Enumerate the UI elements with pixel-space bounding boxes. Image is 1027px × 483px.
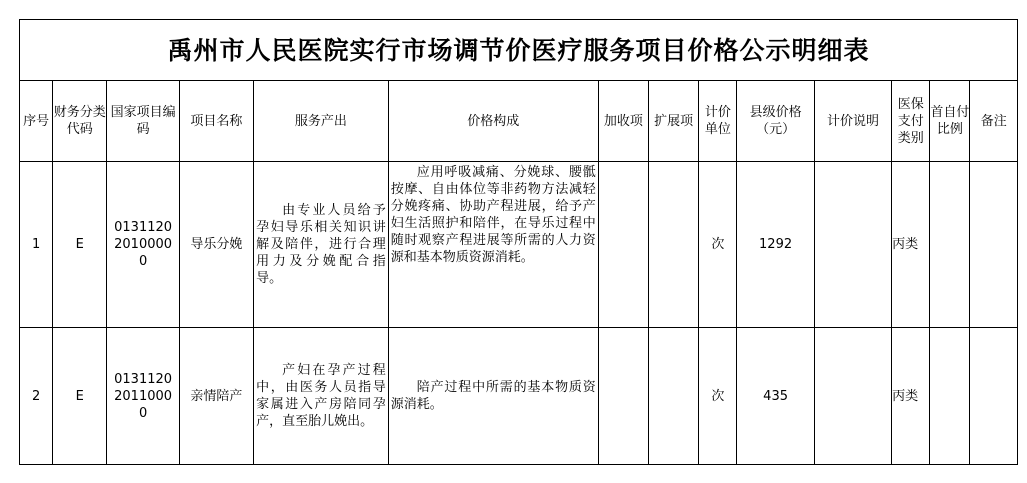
- header-fin-code: 财务分类代码: [53, 81, 107, 162]
- cell-surcharge: [598, 162, 648, 328]
- table-title: 禹州市人民医院实行市场调节价医疗服务项目价格公示明细表: [20, 20, 1018, 81]
- header-surcharge: 加收项: [598, 81, 648, 162]
- cell-remark: [970, 162, 1018, 328]
- table-row: [20, 162, 1018, 328]
- table-row: [20, 328, 1018, 465]
- cell-self-pay-ratio: [930, 162, 970, 328]
- cell-surcharge: [598, 328, 648, 465]
- header-row: [20, 81, 1018, 162]
- cell-unit: 次: [699, 162, 737, 328]
- cell-national-code: 013112020110000: [107, 328, 179, 465]
- cell-fin-code: E: [53, 328, 107, 465]
- header-price-note: 计价说明: [814, 81, 891, 162]
- cell-price: 1292: [737, 162, 814, 328]
- header-self-pay-ratio: 首自付比例: [930, 81, 970, 162]
- header-price-composition: 价格构成: [388, 81, 598, 162]
- cell-remark: [970, 328, 1018, 465]
- cell-item-name: 亲情陪产: [179, 328, 253, 465]
- cell-service-output: 产妇在孕产过程中，由医务人员指导家属进入产房陪同孕产，直至胎儿娩出。: [254, 328, 389, 465]
- cell-seq: 2: [20, 328, 53, 465]
- header-unit: 计价单位: [699, 81, 737, 162]
- header-extension: 扩展项: [649, 81, 699, 162]
- cell-price-composition: 应用呼吸减痛、分娩球、腰骶按摩、自由体位等非药物方法减轻分娩疼痛、协助产程进展，给予产妇生活照护和陪伴，在导乐过程中随时观察产程进展等所需的人力资源和基本物质资源消耗。: [388, 162, 598, 328]
- cell-price-note: [814, 162, 891, 328]
- cell-insurance-class: 丙类: [892, 328, 930, 465]
- cell-price-note: [814, 328, 891, 465]
- cell-price: 435: [737, 328, 814, 465]
- cell-self-pay-ratio: [930, 328, 970, 465]
- header-seq: 序号: [20, 81, 53, 162]
- header-service-output: 服务产出: [254, 81, 389, 162]
- cell-item-name: 导乐分娩: [179, 162, 253, 328]
- header-insurance-class: 医保支付类别: [892, 81, 930, 162]
- cell-national-code: 013112020100000: [107, 162, 179, 328]
- cell-fin-code: E: [53, 162, 107, 328]
- cell-insurance-class: 丙类: [892, 162, 930, 328]
- cell-price-composition: 陪产过程中所需的基本物质资源消耗。: [388, 328, 598, 465]
- header-item-name: 项目名称: [179, 81, 253, 162]
- cell-service-output: 由专业人员给予孕妇导乐相关知识讲解及陪伴，进行合理用力及分娩配合指导。: [254, 162, 389, 328]
- price-table: [19, 19, 1018, 465]
- header-county-price: 县级价格（元）: [737, 81, 814, 162]
- header-national-code: 国家项目编码: [107, 81, 179, 162]
- header-remark: 备注: [970, 81, 1018, 162]
- cell-unit: 次: [699, 328, 737, 465]
- cell-extension: [649, 328, 699, 465]
- cell-seq: 1: [20, 162, 53, 328]
- cell-extension: [649, 162, 699, 328]
